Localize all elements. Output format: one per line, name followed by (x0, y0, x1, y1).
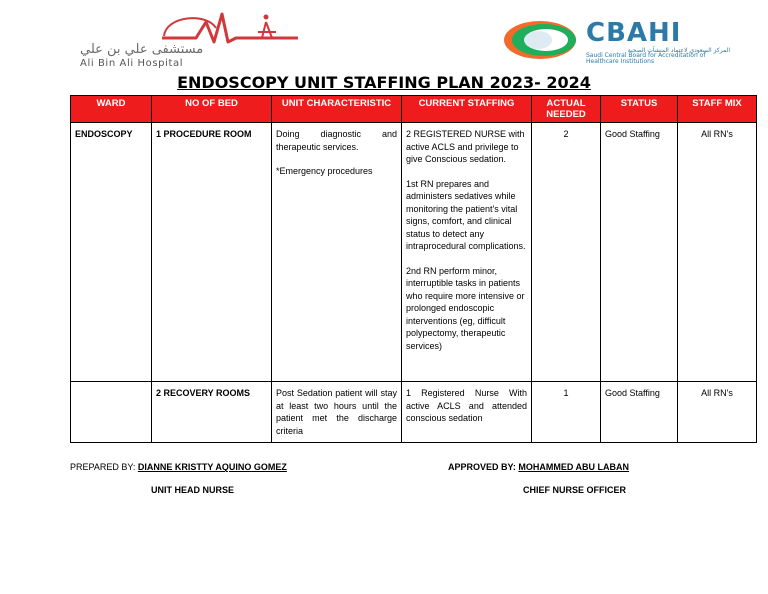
beds-cell: 2 RECOVERY ROOMS (152, 382, 272, 443)
hospital-logo (66, 8, 306, 69)
hospital-name-arabic: مستشفى علي بن علي (80, 42, 204, 57)
staff-mix-cell: All RN's (678, 382, 757, 443)
column-header-staffing: CURRENT STAFFING (402, 96, 532, 123)
column-header-needed: ACTUAL NEEDED (532, 96, 601, 123)
staffing-cell (402, 382, 532, 443)
cbahi-wordmark: CBAHI (586, 18, 682, 48)
column-header-ward: WARD (71, 96, 152, 123)
staffing-text: 2 REGISTERED NURSE with active ACLS and privilege to give Conscious sedation. (406, 129, 525, 164)
characteristic-cell (272, 123, 402, 382)
approved-by-label: APPROVED BY: (448, 462, 516, 472)
column-header-characteristic: UNIT CHARACTERISTIC (272, 96, 402, 123)
approved-by-name: MOHAMMED ABU LABAN (518, 462, 630, 472)
status-cell: Good Staffing (601, 123, 678, 382)
column-header-beds: NO OF BED (152, 96, 272, 123)
staffing-text: 1 Registered Nurse With active ACLS and attended conscious sedation (406, 388, 527, 423)
staff-mix-cell: All RN's (678, 123, 757, 382)
ward-cell (71, 382, 152, 443)
ward-cell: ENDOSCOPY (71, 123, 152, 382)
characteristic-text: *Emergency procedures (276, 166, 373, 176)
table-row (71, 123, 757, 382)
prepared-by-title: UNIT HEAD NURSE (151, 485, 235, 495)
cbahi-logo (500, 18, 740, 65)
page-title: ENDOSCOPY UNIT STAFFING PLAN 2023- 2024 (177, 73, 591, 92)
column-header-mix: STAFF MIX (678, 96, 757, 123)
staffing-text: 1st RN prepares and administers sedatives while monitoring the patient's vital signs, comfort, and clinical status to detect any intraprocedural complications. (406, 178, 526, 251)
approved-by-title: CHIEF NURSE OFFICER (523, 485, 627, 495)
characteristic-cell (272, 382, 402, 443)
approved-by (448, 462, 629, 472)
cbahi-name-english: Saudi Central Board for Accreditation of Healthcare Institutions (586, 52, 706, 65)
hospital-name-english: Ali Bin Ali Hospital (80, 58, 184, 69)
table-header-row (71, 96, 757, 123)
table-row (71, 382, 757, 443)
prepared-by (70, 462, 287, 472)
status-cell: Good Staffing (601, 382, 678, 443)
prepared-by-label: PREPARED BY: (70, 462, 136, 472)
staffing-table (70, 95, 757, 443)
needed-cell: 1 (532, 382, 601, 443)
column-header-status: STATUS (601, 96, 678, 123)
cbahi-emblem-icon (500, 18, 580, 62)
needed-cell: 2 (532, 123, 601, 382)
staffing-text: 2nd RN perform minor, interruptible tasks in patients who require more intensive or prolonged endoscopic interventions (eg, difficult polypectomy, therapeutic services) (406, 265, 525, 351)
characteristic-text: Post Sedation patient will stay at least two hours until the patient met the discharge criteria (276, 388, 397, 436)
beds-cell: 1 PROCEDURE ROOM (152, 123, 272, 382)
characteristic-text: Doing diagnostic and therapeutic services. (276, 129, 397, 152)
staffing-cell (402, 123, 532, 382)
cbahi-name-arabic: المركز السعودي لاعتماد المنشآت الصحية (627, 47, 730, 54)
prepared-by-name: DIANNE KRISTTY AQUINO GOMEZ (137, 462, 287, 472)
